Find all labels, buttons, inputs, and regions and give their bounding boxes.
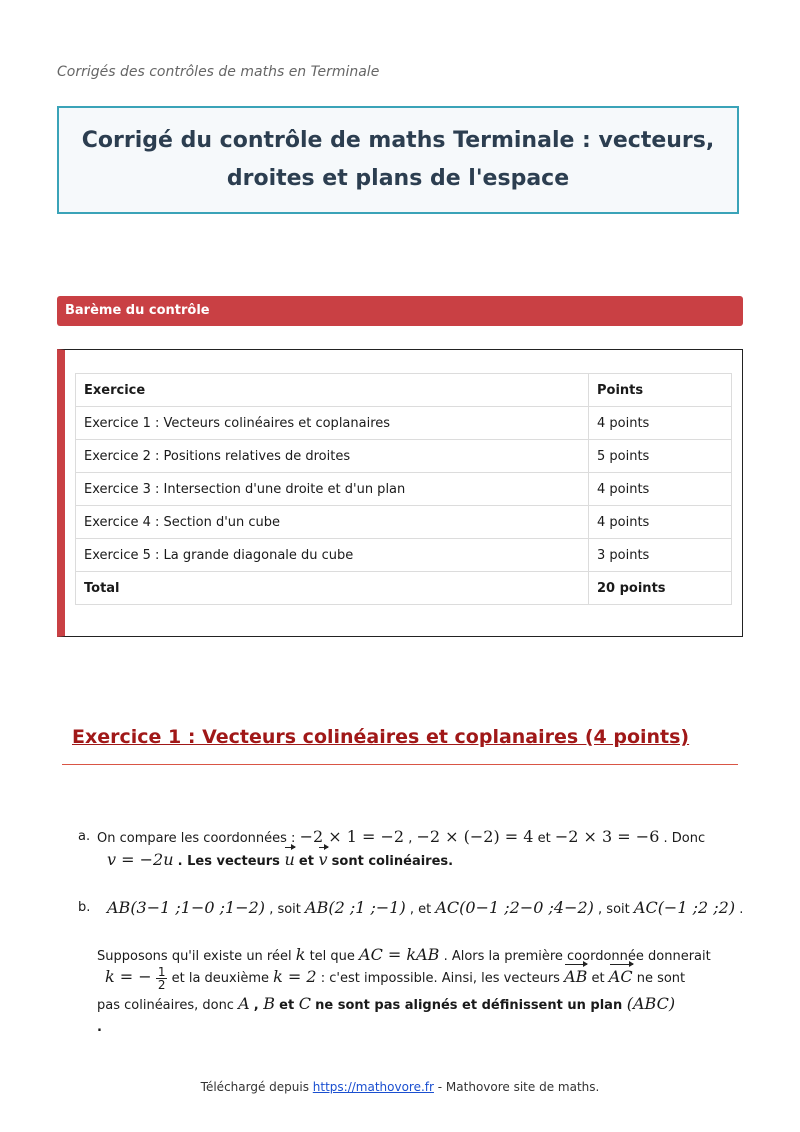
vector-ab: AB	[564, 967, 588, 986]
math-expression: AB(3−1 ;1−0 ;1−2)	[107, 898, 266, 917]
table-row	[76, 407, 732, 440]
table-cell-exercice: Exercice 2 : Positions relatives de droites	[76, 440, 589, 473]
text: . Les vecteurs	[177, 854, 285, 869]
header-note: Corrigés des contrôles de maths en Terminale	[57, 64, 380, 80]
title-box	[57, 106, 739, 214]
table-cell-points: 5 points	[589, 440, 732, 473]
part-a-marker: a.	[78, 829, 91, 844]
math-expression: AB(2 ;1 ;−1)	[305, 898, 406, 917]
math-expression: −2 × (−2) = 4	[416, 827, 534, 846]
table-total-row	[76, 572, 732, 605]
text: et	[279, 998, 299, 1013]
text: . Donc	[663, 831, 706, 846]
math-expression: AC = kAB	[359, 945, 440, 964]
vector-v: v	[318, 850, 328, 869]
text: : c'est impossible. Ainsi, les vecteurs	[320, 971, 565, 986]
bareme-box	[57, 349, 743, 637]
part-a-line2	[107, 850, 453, 872]
point-b: B	[263, 994, 276, 1013]
text: .	[739, 902, 744, 917]
table-cell-exercice: Exercice 5 : La grande diagonale du cube	[76, 539, 589, 572]
text: , et	[409, 902, 436, 917]
text: sont colinéaires.	[331, 854, 454, 869]
bareme-heading: Barème du contrôle	[57, 296, 743, 326]
table-cell-points: 4 points	[589, 407, 732, 440]
text: ne sont pas alignés et définissent un plan	[315, 998, 627, 1013]
table-cell-points: 3 points	[589, 539, 732, 572]
table-cell-exercice: Exercice 1 : Vecteurs colinéaires et coplanaires	[76, 407, 589, 440]
footer-prefix: Téléchargé depuis	[200, 1080, 313, 1094]
math-expression: k = −	[105, 967, 152, 986]
table-total-points: 20 points	[589, 572, 732, 605]
page-title: Corrigé du contrôle de maths Terminale : vecteurs, droites et plans de l'espace	[81, 128, 715, 191]
table-cell-exercice: Exercice 3 : Intersection d'une droite et d'un plan	[76, 473, 589, 506]
text: et la deuxième	[171, 971, 274, 986]
math-expression: v = −2u	[107, 850, 174, 869]
exercise-divider	[62, 764, 738, 765]
part-a-line1	[97, 827, 705, 849]
part-b-marker: b.	[78, 900, 91, 915]
table-row	[76, 440, 732, 473]
point-a: A	[238, 994, 250, 1013]
bareme-table	[75, 373, 732, 605]
text: , soit	[269, 902, 306, 917]
fraction-denominator: 2	[157, 978, 166, 992]
math-expression: AC(−1 ;2 ;2)	[633, 898, 736, 917]
text: , soit	[598, 902, 634, 917]
footer-suffix: - Mathovore site de maths.	[433, 1080, 600, 1094]
text: tel que	[309, 949, 360, 964]
footer-link[interactable]: https://mathovore.fr	[312, 1080, 434, 1094]
table-row	[76, 506, 732, 539]
table-cell-points: 4 points	[589, 506, 732, 539]
text: ne sont	[636, 971, 686, 986]
point-c: C	[298, 994, 311, 1013]
fraction	[156, 966, 168, 991]
part-b-period: .	[97, 1020, 102, 1035]
table-header-exercice: Exercice	[76, 374, 589, 407]
table-cell-exercice: Exercice 4 : Section d'un cube	[76, 506, 589, 539]
part-b-para-line3	[97, 994, 675, 1016]
vector-u: u	[284, 850, 295, 869]
table-header-points: Points	[589, 374, 732, 407]
vector-ac: AC	[608, 967, 633, 986]
text: ,	[253, 998, 264, 1013]
fraction-numerator: 1	[157, 965, 166, 979]
text: Supposons qu'il existe un réel	[97, 949, 296, 964]
text: On compare les coordonnées :	[97, 831, 300, 846]
text: et	[298, 854, 319, 869]
math-expression: −2 × 3 = −6	[554, 827, 660, 846]
text: et	[537, 831, 555, 846]
math-expression: −2 × 1 = −2	[299, 827, 405, 846]
table-cell-points: 4 points	[589, 473, 732, 506]
table-row	[76, 473, 732, 506]
table-total-label: Total	[76, 572, 589, 605]
math-expression: k	[295, 945, 306, 964]
text: ,	[408, 831, 417, 846]
plane-abc: (ABC)	[626, 994, 676, 1013]
part-b-para-line2	[105, 966, 685, 991]
part-b-line1	[107, 898, 743, 920]
math-expression: AC(0−1 ;2−0 ;4−2)	[435, 898, 594, 917]
footer	[0, 1080, 800, 1094]
text: et	[591, 971, 609, 986]
text: . Alors la première coordonnée donnerait	[443, 949, 711, 964]
text: pas colinéaires, donc	[97, 998, 239, 1013]
exercise-1-heading: Exercice 1 : Vecteurs colinéaires et coplanaires (4 points)	[72, 726, 690, 748]
table-header-row	[76, 374, 732, 407]
table-row	[76, 539, 732, 572]
math-expression: k = 2	[273, 967, 317, 986]
